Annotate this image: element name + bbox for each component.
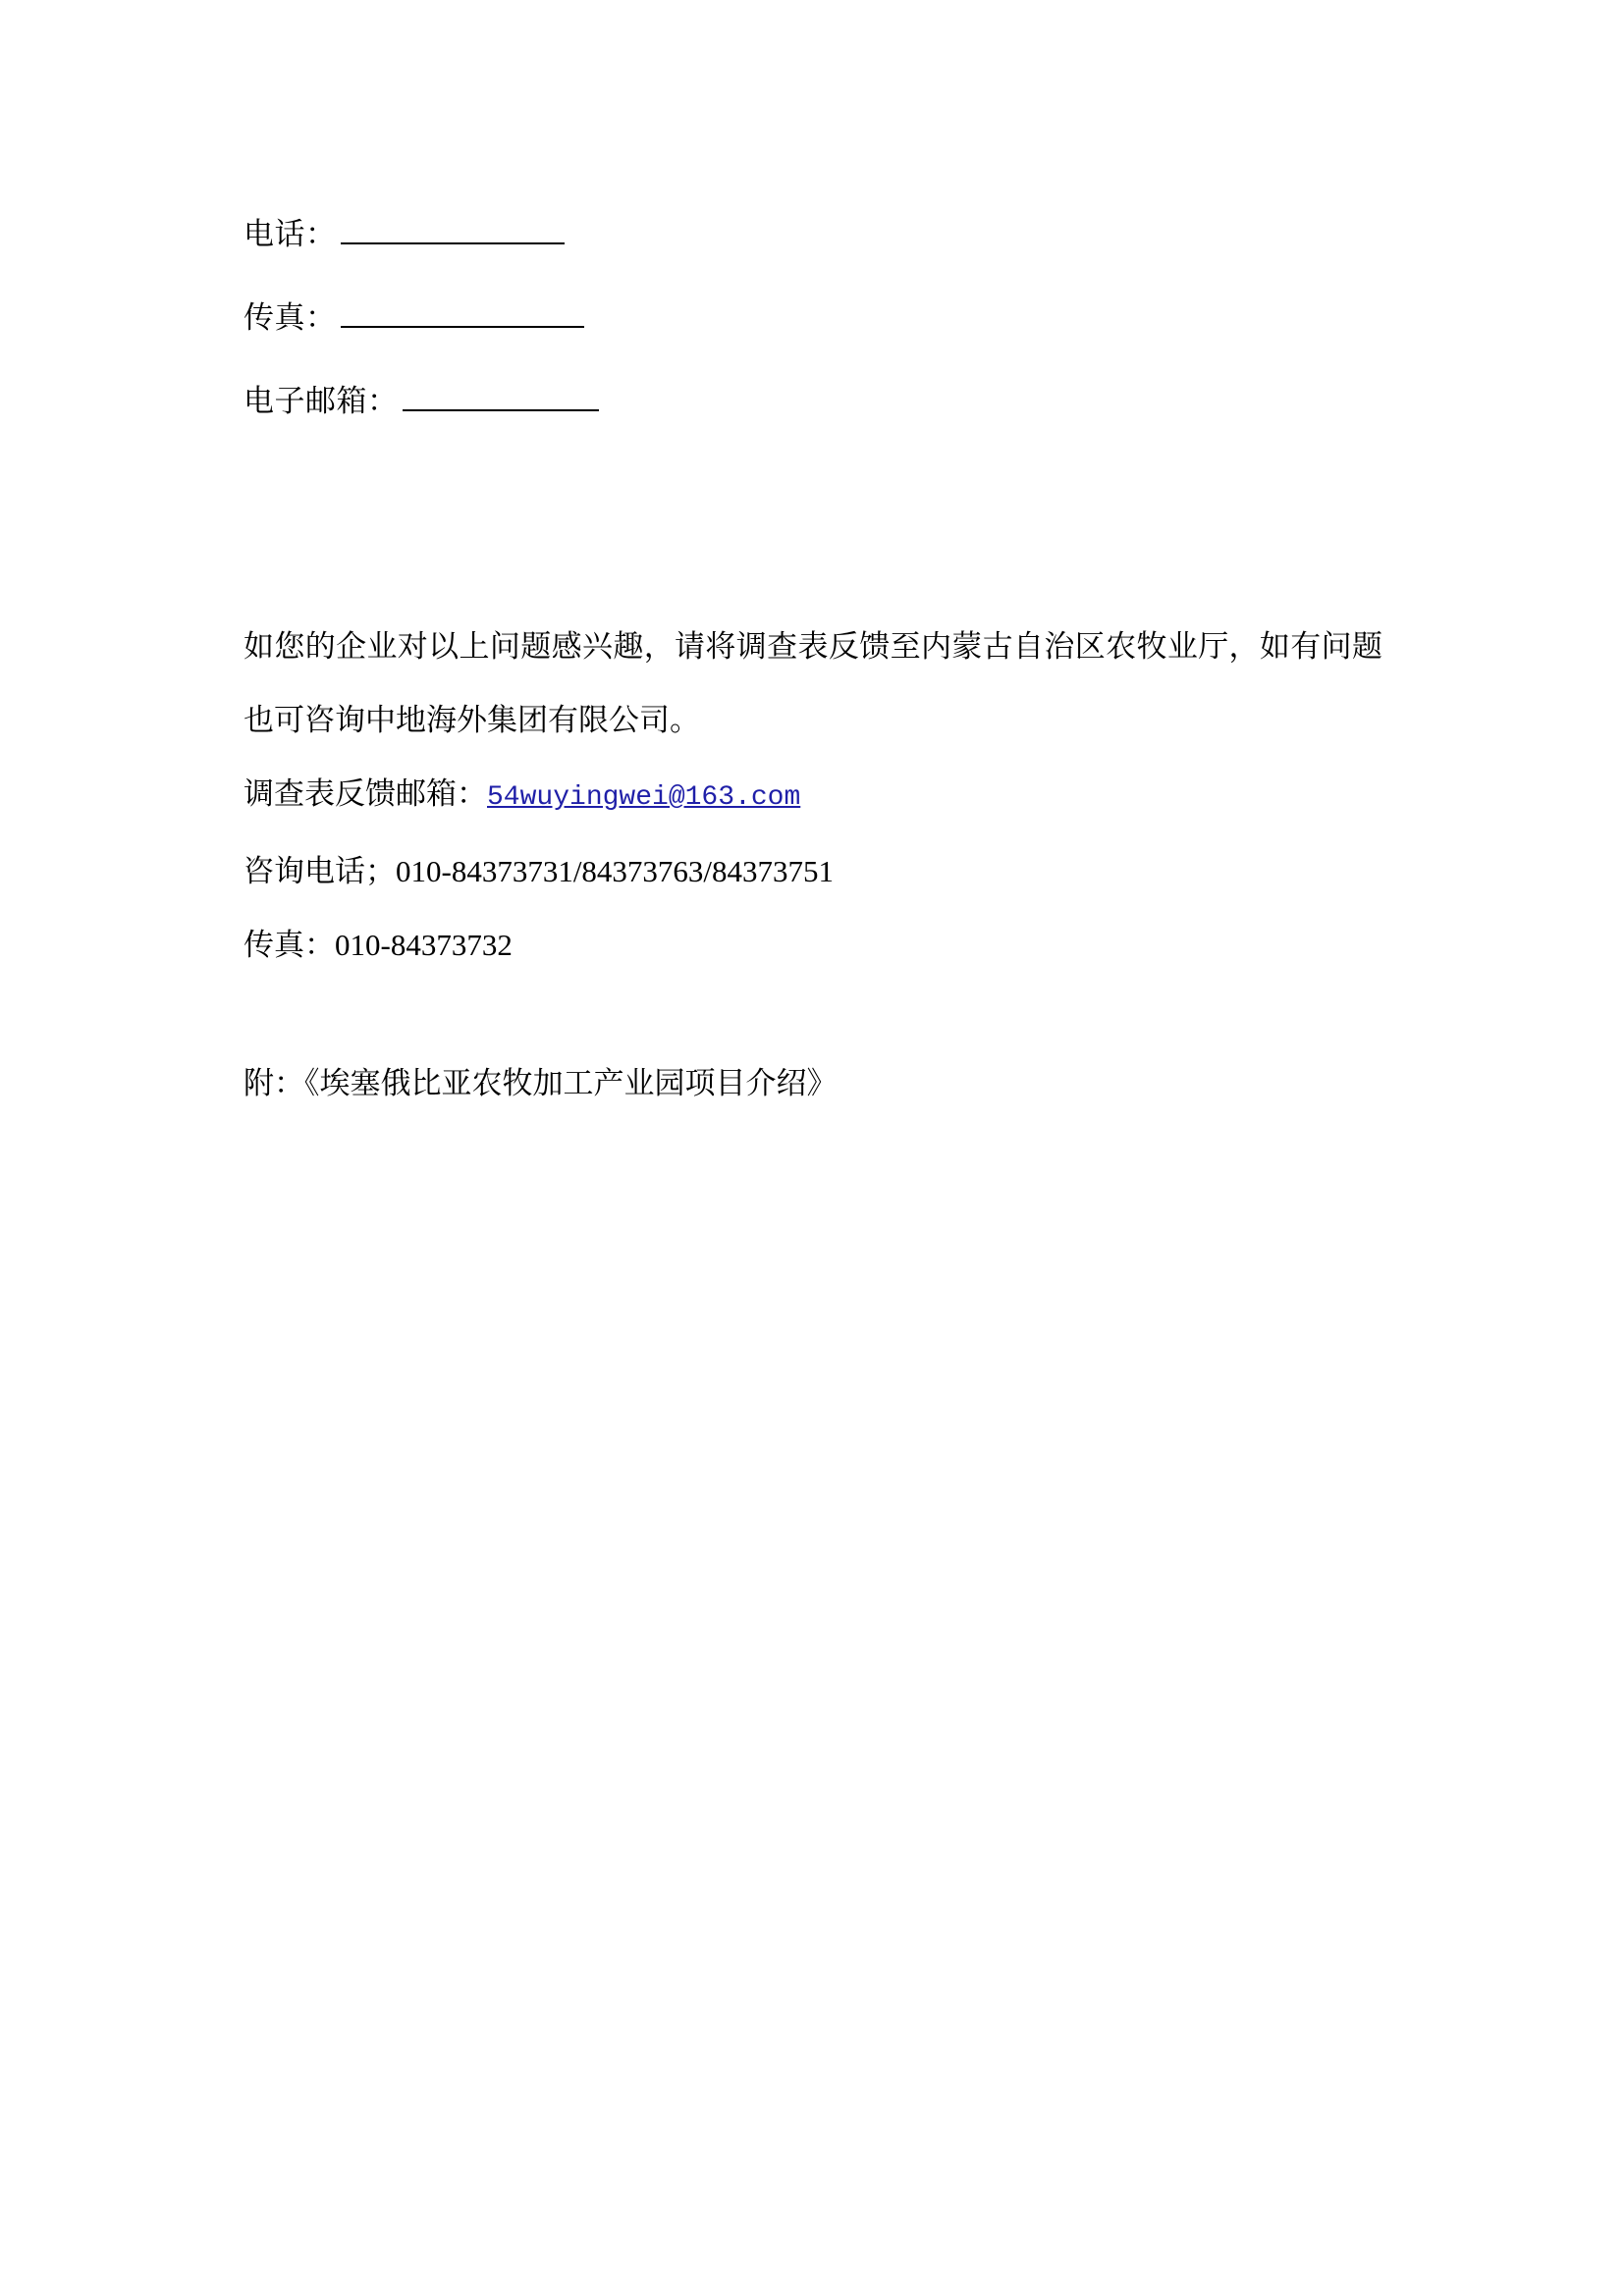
spacer-two: [244, 982, 1422, 1046]
attachment-line: 附：《埃塞俄比亚农牧加工产业园项目介绍》: [244, 1066, 838, 1100]
feedback-email-line: [244, 757, 1422, 834]
instruction-paragraph: 如您的企业对以上问题感兴趣，请将调查表反馈至内蒙古自治区农牧业厅，如有问题也可咨询中地海外集团有限公司。: [244, 629, 1382, 737]
field-email-blank[interactable]: [403, 382, 599, 411]
field-phone-label: 电话：: [244, 217, 337, 251]
consult-fax-line: 传真：010-84373732: [244, 928, 513, 962]
field-phone: [244, 192, 1422, 276]
field-fax-label: 传真：: [244, 300, 337, 335]
field-fax: [244, 276, 1422, 359]
consult-phone-line: 咨询电话；010-84373731/84373763/84373751: [244, 854, 835, 888]
feedback-email-label: 调查表反馈邮箱：: [244, 776, 487, 811]
field-email: [244, 359, 1422, 443]
document-body: [244, 192, 1422, 1120]
feedback-email-link[interactable]: 54wuyingwei@163.com: [487, 782, 801, 813]
spacer-one: [244, 443, 1422, 610]
field-email-label: 电子邮箱：: [244, 384, 399, 418]
field-fax-blank[interactable]: [341, 298, 584, 328]
field-phone-blank[interactable]: [341, 215, 565, 244]
